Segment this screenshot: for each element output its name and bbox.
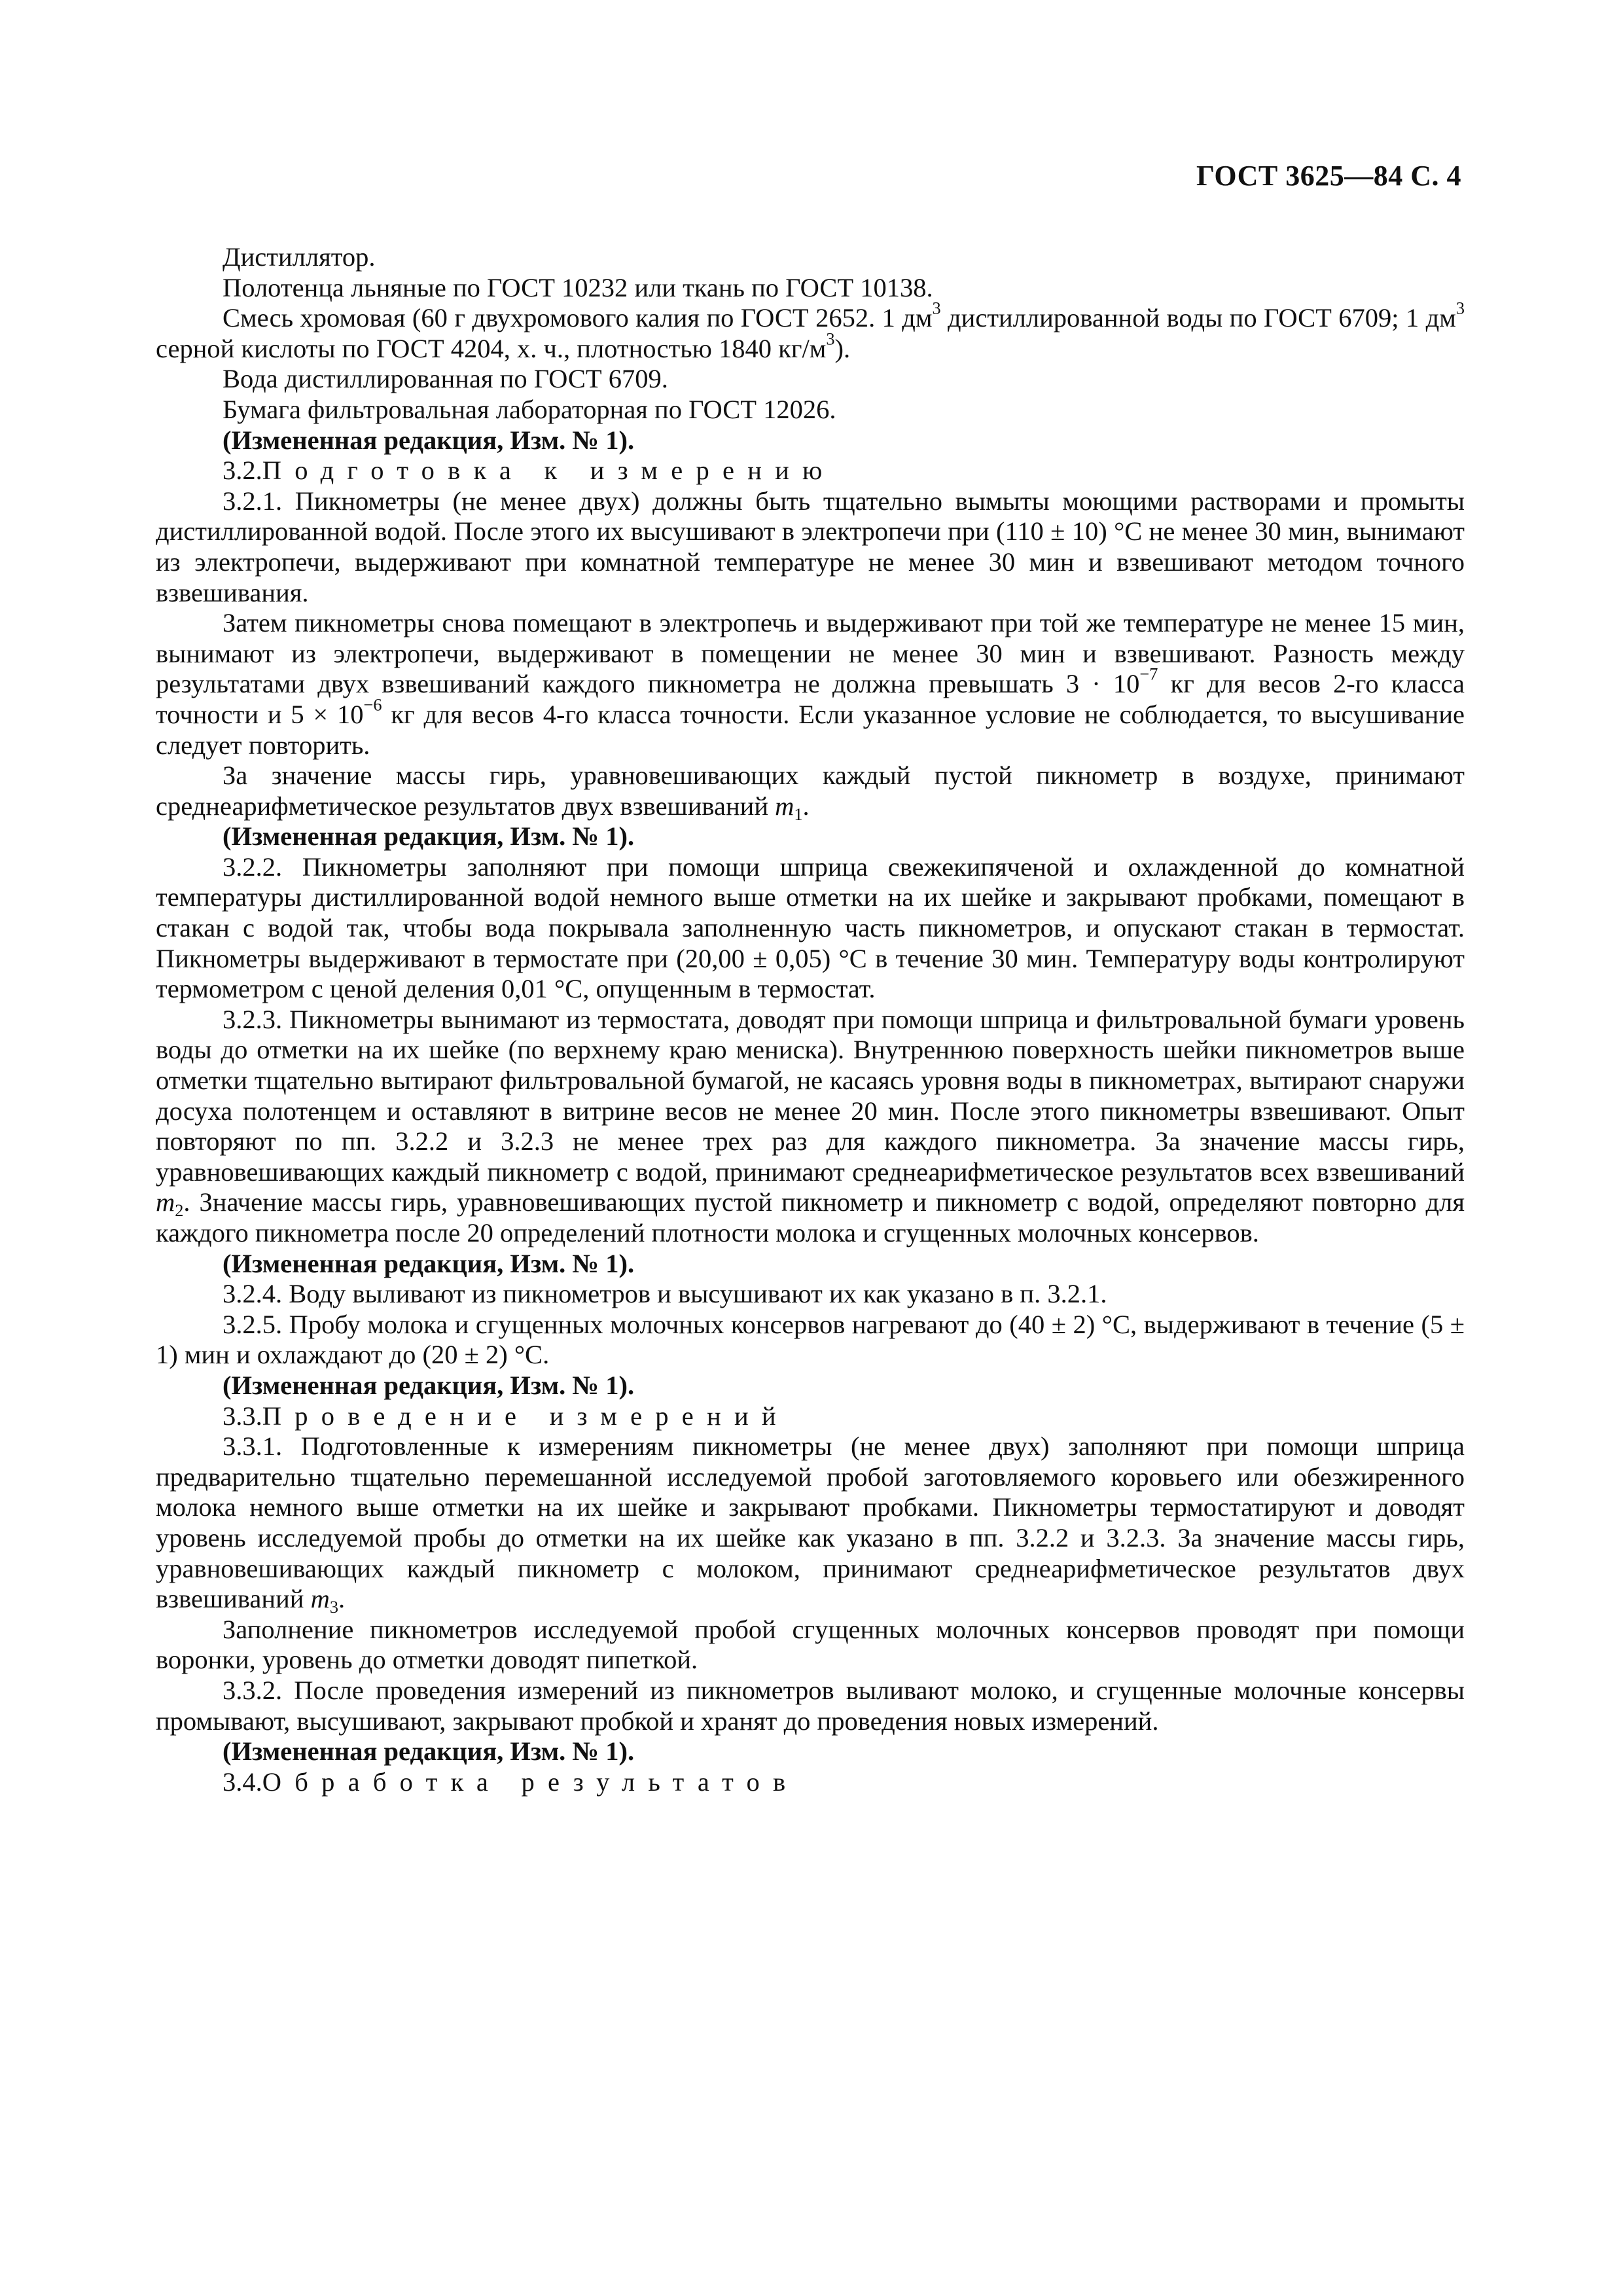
paragraph: 3.3.1. Подготовленные к измерениям пикнометры (не менее двух) заполняют при помощи шприца предварительно тщательно перемешанной исследуемой пробой заготовляемого коровьего или обезжиренного молока немного выше отметки на их шейке и закрывают пробками. Пикнометры термостатируют и доводят уровень исследуемой пробы до отметки на их шейке как указано в пп. 3.2.2 и 3.2.3. За значение массы гирь, уравновешивающих каждый пикнометр с молоком, принимают среднеарифметическое результатов двух взвешиваний $m_3$. <box>156 1431 1465 1617</box>
running-header: ГОСТ 3625—84 С. 4 <box>1196 160 1461 192</box>
paragraph: 3.3.2. После проведения измерений из пикнометров выливают молоко, и сгущенные молочные консервы промывают, высушивают, закрывают пробкой и хранят до проведения новых измерений. <box>156 1675 1465 1736</box>
amendment-note: (Измененная редакция, Изм. № 1). <box>223 1736 635 1767</box>
paragraph: 3.2.2. Пикнометры заполняют при помощи шприца свежекипяченой и охлажденной до комнатной температуры дистиллированной водой немного выше отметки на их шейке и закрывают пробками, помещают в стакан с водой так, чтобы вода покрывала заполненную часть пикнометров, и опускают стакан в термостат. Пикнометры выдерживают в термостате при (20,00 ± 0,05) °С в течение 30 мин. Температуру воды контролируют термометром с ценой деления 0,01 °С, опущенным в термостат. <box>156 852 1465 1004</box>
paragraph: За значение массы гирь, уравновешивающих каждый пустой пикнометр в воздухе, принимают среднеарифметическое результатов двух взвешиваний $m_1$. <box>156 761 1465 824</box>
section-heading: 3.4.Обработка результатов <box>223 1767 799 1797</box>
paragraph: Дистиллятор. <box>223 242 376 272</box>
amendment-note: (Измененная редакция, Изм. № 1). <box>223 1248 635 1278</box>
amendment-note: (Измененная редакция, Изм. № 1). <box>223 425 635 455</box>
document-body <box>156 242 1465 1797</box>
amendment-note: (Измененная редакция, Изм. № 1). <box>223 1370 635 1400</box>
amendment-note: (Измененная редакция, Изм. № 1). <box>223 821 635 852</box>
paragraph: 3.2.1. Пикнометры (не менее двух) должны быть тщательно вымыты моющими растворами и промыты дистиллированной водой. После этого их высушивают в электропечи при (110 ± 10) °С не менее 30 мин, вынимают из электропечи, выдерживают при комнатной температуре не менее 30 мин и взвешивают методом точного взвешивания. <box>156 486 1465 607</box>
paragraph: 3.2.5. Пробу молока и сгущенных молочных консервов нагревают до (40 ± 2) °С, выдерживают в течение (5 ± 1) мин и охлаждают до (20 ± 2) °С. <box>156 1309 1465 1370</box>
paragraph: Смесь хромовая (60 г двухромового калия по ГОСТ 2652. 1 $дм^3$ дистиллированной воды по ГОСТ 6709; 1 $дм^3$ серной кислоты по ГОСТ 4204, х. ч., плотностью 1840 $кг/м^3$). <box>156 298 1465 363</box>
paragraph: Бумага фильтровальная лабораторная по ГОСТ 12026. <box>223 394 836 424</box>
paragraph: Вода дистиллированная по ГОСТ 6709. <box>223 364 668 394</box>
section-heading: 3.2.Подготовка к измерению <box>223 456 836 486</box>
paragraph: Заполнение пикнометров исследуемой пробой сгущенных молочных консервов проводят при помощи воронки, уровень до отметки доводят пипеткой. <box>156 1614 1465 1675</box>
paragraph: 3.2.4. Воду выливают из пикнометров и высушивают их как указано в п. 3.2.1. <box>223 1279 1107 1309</box>
paragraph: Затем пикнометры снова помещают в электропечь и выдерживают при той же температуре не менее 15 мин, вынимают из электропечи, выдерживают в помещении не менее 30 мин и взвешивают. Разность между результатами двух взвешиваний каждого пикнометра не должна превышать $3 \cdot 10^{-7}$ кг для весов 2-го класса точности и $5 \times 10^{-6}$ кг для весов 4-го класса точности. Если указанное условие не соблюдается, то высушивание следует повторить. <box>156 608 1465 760</box>
paragraph: Полотенца льняные по ГОСТ 10232 или ткань по ГОСТ 10138. <box>223 272 933 302</box>
paragraph: 3.2.3. Пикнометры вынимают из термостата, доводят при помощи шприца и фильтровальной бумаги уровень воды до отметки на их шейке (по верхнему краю мениска). Внутреннюю поверхность шейки пикнометров выше отметки тщательно вытирают фильтровальной бумагой, не касаясь уровня воды в пикнометрах, вытирают снаружи досуха полотенцем и оставляют в витрине весов не менее 20 мин. После этого пикнометры взвешивают. Опыт повторяют по пп. 3.2.2 и 3.2.3 не менее трех раз для каждого пикнометра. За значение массы гирь, уравновешивающих каждый пикнометр с водой, принимают среднеарифметическое результатов всех взвешиваний $m_2$. Значение массы гирь, уравновешивающих пустой пикнометр и пикнометр с водой, определяют повторно для каждого пикнометра после 20 определений плотности молока и сгущенных молочных консервов. <box>156 1004 1465 1247</box>
section-heading: 3.3.Проведение измерений <box>223 1401 789 1431</box>
